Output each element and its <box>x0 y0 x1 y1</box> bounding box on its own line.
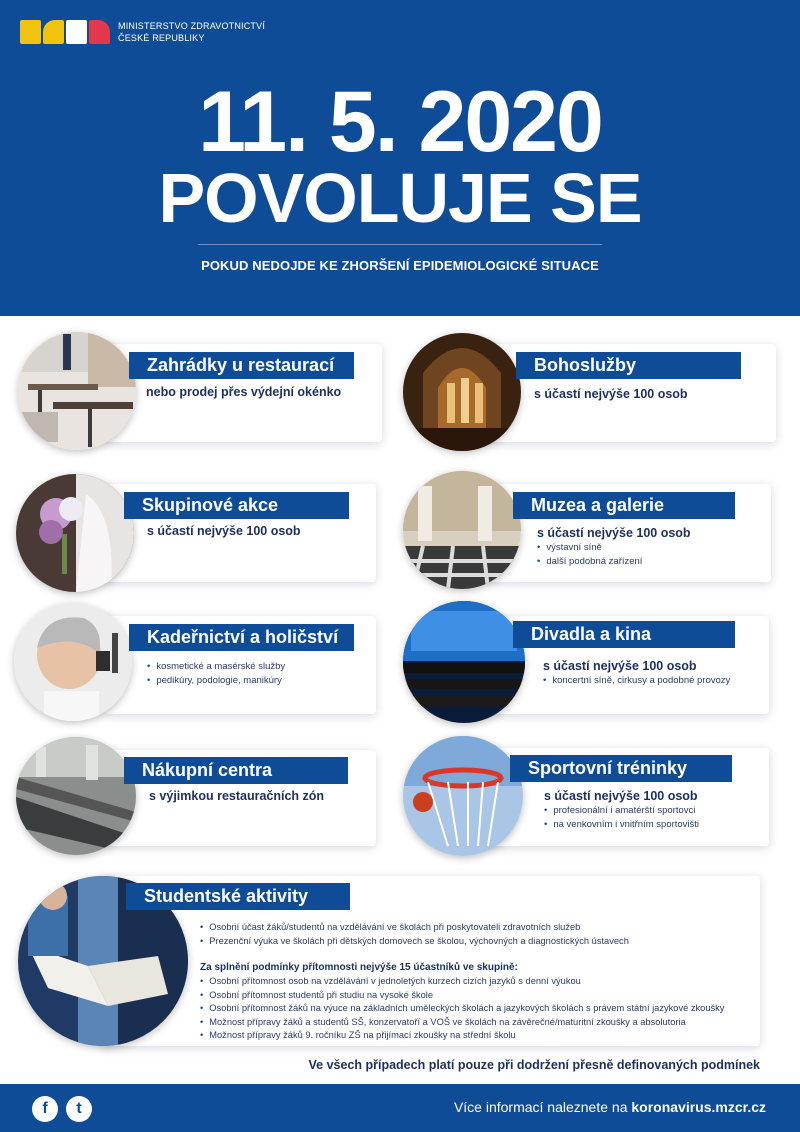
ministry-logo <box>20 20 265 44</box>
students-condition: Za splnění podmínky přítomnosti nejvýše 15 účastníků ve skupině: <box>200 962 518 973</box>
header-divider <box>198 244 602 245</box>
photo-gallery-hall <box>403 471 521 589</box>
list-item: • Osobní účast žáků/studentů na vzdělávání ve školách při poskytovateli zdravotních služeb <box>200 921 629 935</box>
subtitle-skupinove-akce: s účastí nejvýše 100 osob <box>147 524 301 538</box>
date-headline: 11. 5. 2020 <box>198 74 602 170</box>
list-item: • profesionální i amatérští sportovci <box>544 804 699 818</box>
photo-basketball-hoop <box>403 736 523 856</box>
photo-cinema-seats <box>403 601 525 723</box>
bullets-kadernictvi <box>147 660 285 688</box>
title-nakupni: Nákupní centra <box>124 757 348 784</box>
ministry-name: MINISTERSTVO ZDRAVOTNICTVÍ <box>118 21 266 31</box>
bullets-divadla <box>543 674 730 688</box>
list-item: • koncertní síně, cirkusy a podobné provozy <box>543 674 730 688</box>
subtitle-bohosluzby: s účastí nejvýše 100 osob <box>534 387 688 401</box>
conditions-note: Ve všech případech platí pouze při dodržení přesně definovaných podmínek <box>308 1058 760 1072</box>
title-divadla: Divadla a kina <box>513 621 735 648</box>
list-item: • výstavní síně <box>537 541 642 555</box>
photo-escalators <box>16 737 136 855</box>
header-banner <box>0 0 800 316</box>
subtitle-muzea: s účastí nejvýše 100 osob <box>537 526 691 540</box>
title-bohosluzby: Bohoslužby <box>516 352 741 379</box>
subtitle-sportovni: s účastí nejvýše 100 osob <box>544 789 698 803</box>
footer-link[interactable]: koronavirus.mzcr.cz <box>631 1099 766 1115</box>
list-item: • Osobní přítomnost žáků na výuce na základních uměleckých školách a jazykových školách s právem státní jazykové zkoušky <box>200 1002 724 1016</box>
list-item: • Možnost přípravy žáků 9. ročníku ZŠ na přijímací zkoušky na střední školu <box>200 1029 724 1043</box>
subtitle-divadla: s účastí nejvýše 100 osob <box>543 659 697 673</box>
title-kadernictvi: Kadeřnictví a holičství <box>129 624 354 651</box>
list-item: • další podobná zařízení <box>537 555 642 569</box>
subtitle-nakupni: s výjimkou restauračních zón <box>149 789 325 803</box>
title-skupinove-akce: Skupinové akce <box>124 492 349 519</box>
list-item: • Osobní přítomnost osob na vzdělávání v jednoletých kurzech cizích jazyků s denní výukou <box>200 975 724 989</box>
list-item: • kosmetické a masérské služby <box>147 660 285 674</box>
photo-church-interior <box>403 333 521 451</box>
photo-wedding-bouquet <box>16 474 134 592</box>
bullets-muzea <box>537 541 642 569</box>
subtitle-zahradky: nebo prodej přes výdejní okénko <box>146 385 342 399</box>
title-studentske-aktivity: Studentské aktivity <box>126 883 350 910</box>
list-item: • na venkovním i vnitřním sportovišti <box>544 818 699 832</box>
list-item: • Možnost přípravy žáků a studentů SŠ, konzervatoří a VOŠ ve školách na závěrečné/maturitní zkoušky a absolutoria <box>200 1016 724 1030</box>
footer-info-text: Více informací naleznete na <box>453 1099 632 1115</box>
bullets-sportovni <box>544 804 699 832</box>
list-item: • pedikúry, podologie, manikúry <box>147 674 285 688</box>
list-item: • Osobní přítomnost studentů při studiu na vysoké škole <box>200 989 724 1003</box>
title-muzea: Muzea a galerie <box>513 492 735 519</box>
main-headline: POVOLUJE SE <box>158 159 642 237</box>
subheadline: POKUD NEDOJDE KE ZHORŠENÍ EPIDEMIOLOGICKÉ SITUACE <box>201 258 599 273</box>
footer-info <box>454 1099 766 1115</box>
bullets-students-b <box>200 975 724 1043</box>
title-zahradky: Zahrádky u restaurací <box>129 352 354 379</box>
list-item: • Prezenční výuka ve školách při dětských domovech se školou, výchovných a diagnostických ústavech <box>200 935 629 949</box>
title-sportovni: Sportovní tréninky <box>510 755 732 782</box>
ministry-country: ČESKÉ REPUBLIKY <box>118 33 205 43</box>
photo-barber <box>14 603 132 721</box>
bullets-students-a <box>200 921 629 948</box>
logo-mark <box>20 20 110 44</box>
photo-restaurant-terrace <box>18 332 136 450</box>
footer-bar <box>0 1084 800 1132</box>
facebook-icon[interactable]: f <box>32 1096 58 1122</box>
twitter-icon[interactable]: t <box>66 1096 92 1122</box>
